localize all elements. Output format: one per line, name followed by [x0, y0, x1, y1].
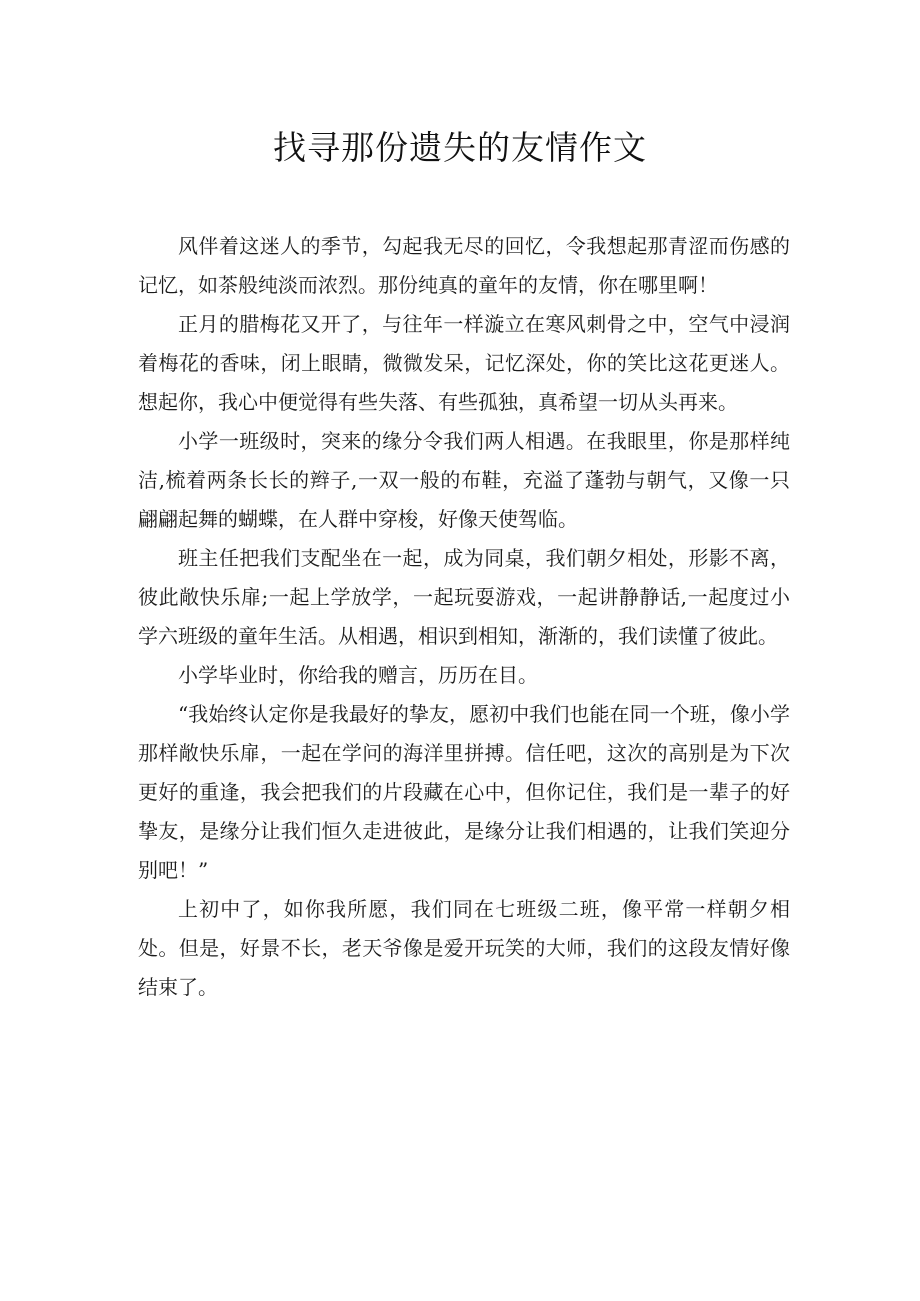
paragraph-1: 风伴着这迷人的季节，勾起我无尽的回忆，令我想起那青涩而伤感的记忆，如茶般纯淡而浓烈。那份纯真的童年的友情，你在哪里啊！ — [138, 234, 790, 297]
document-body — [138, 227, 790, 1007]
paragraph-5: 小学毕业时，你给我的赠言，历历在目。 — [178, 663, 538, 687]
paragraph-4: 班主任把我们支配坐在一起，成为同桌，我们朝夕相处，形影不离，彼此敞快乐扉;一起上学放学，一起玩耍游戏，一起讲静静话,一起度过小学六班级的童年生活。从相遇，相识到相知，渐渐的，我们读懂了彼此。 — [138, 546, 790, 648]
paragraph-6: “我始终认定你是我最好的挚友，愿初中我们也能在同一个班，像小学那样敞快乐扉，一起在学问的海洋里拼搏。信任吧，这次的高别是为下次更好的重逢，我会把我们的片段藏在心中，但你记住，我们是一辈子的好挚友，是缘分让我们恒久走进彼此，是缘分让我们相遇的，让我们笑迎分别吧！” — [138, 702, 790, 882]
paragraph-3: 小学一班级时，突来的缘分令我们两人相遇。在我眼里，你是那样纯洁,梳着两条长长的辫子,一双一般的布鞋，充溢了蓬勃与朝气，又像一只翩翩起舞的蝴蝶，在人群中穿梭，好像天使驾临。 — [138, 429, 790, 531]
paragraph-7: 上初中了，如你我所愿，我们同在七班级二班，像平常一样朝夕相处。但是，好景不长，老天爷像是爱开玩笑的大师，我们的这段友情好像结束了。 — [138, 897, 790, 999]
paragraph-2: 正月的腊梅花又开了，与往年一样漩立在寒风刺骨之中，空气中浸润着梅花的香味，闭上眼睛，微微发呆，记忆深处，你的笑比这花更迷人。想起你，我心中便觉得有些失落、有些孤独，真希望一切从头再来。 — [138, 312, 790, 414]
document-title: 找寻那份遗失的友情作文 — [273, 128, 647, 167]
